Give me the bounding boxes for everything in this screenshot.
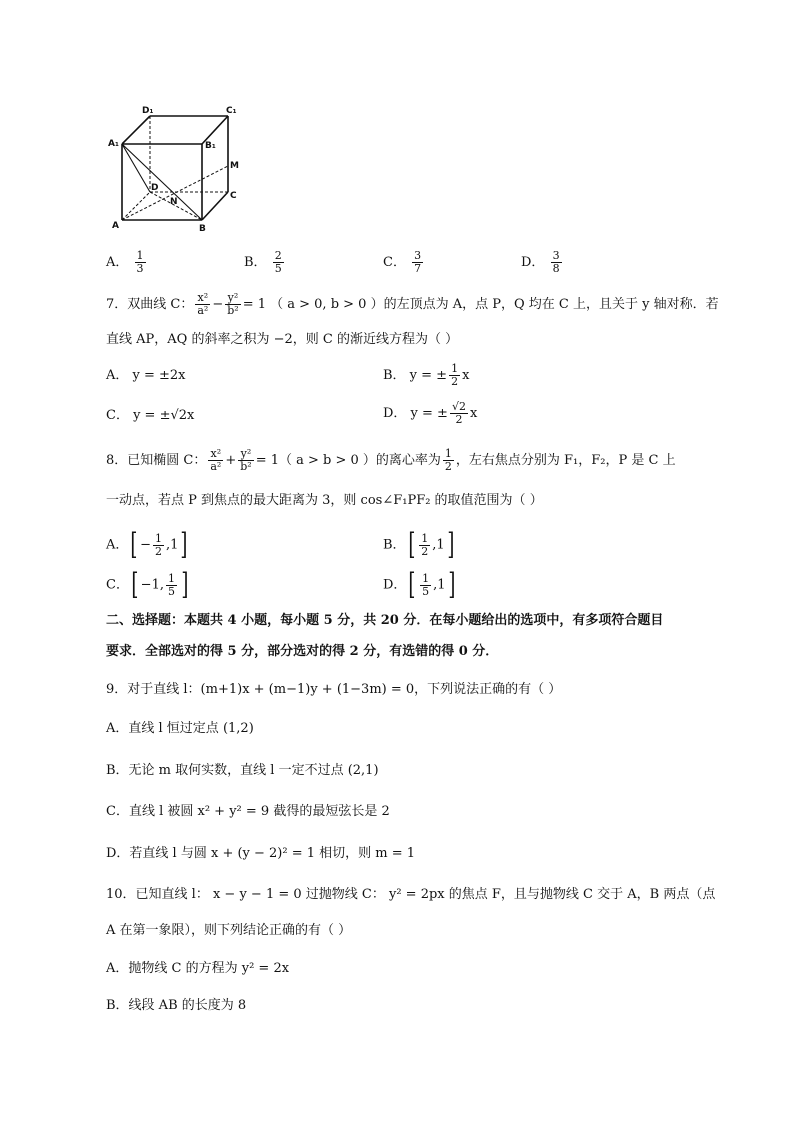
figure-label: D <box>151 183 159 193</box>
q8-option-a[interactable]: A．[ − $\frac{1}{2}$ ,1] <box>106 527 188 562</box>
q9-stem: 9．对于直线 l：(m+1)x + (m−1)y + (1−3m) = 0，下列说法正确的有（ ） <box>106 682 562 697</box>
q10-stem-line1: 10．已知直线 l： x − y − 1 = 0 过抛物线 C： y² = 2px 的焦点 F，且与抛物线 C 交于 A，B 两点（点 <box>106 887 716 902</box>
cube-figure <box>106 104 246 234</box>
q8-option-b[interactable]: B．[ $\frac{1}{2}$ ,1] <box>383 527 455 562</box>
figure-label: B <box>199 224 206 234</box>
fraction: $\frac{3}{8}$ <box>552 249 560 275</box>
figure-label: C <box>230 191 237 201</box>
figure-label: D₁ <box>142 106 154 116</box>
q7-stem-line2: 直线 AP，AQ 的斜率之积为 −2，则 C 的渐近线方程为（ ） <box>106 332 459 347</box>
section2-heading-line2: 要求．全部选对的得 5 分，部分选对的得 2 分，有选错的得 0 分． <box>106 644 499 659</box>
section2-heading-line1: 二、选择题：本题共 4 小题，每小题 5 分，共 20 分．在每小题给出的选项中，有多项符合题目 <box>106 613 664 628</box>
figure-label: A₁ <box>108 139 119 149</box>
figure-label: B₁ <box>205 141 216 151</box>
fraction: $\frac{2}{5}$ <box>274 249 282 275</box>
q8-stem-line1: 8．已知椭圆 C： $\frac{\text{x²}}{\text{a²}}$ + $\frac{\text{y²}}{\text{b²}}$ = 1（ a > b > 0 ）的离心率为 $\frac{1}{2}$ ，左右焦点分别为 F₁，F₂，P 是 C 上 <box>106 447 676 473</box>
q7-option-d[interactable]: D． y = ± $\frac{√2}{2}$ x <box>383 400 478 426</box>
figure-label: M <box>230 161 239 171</box>
q10-option-a[interactable]: A．抛物线 C 的方程为 y² = 2x <box>106 961 290 976</box>
q10-stem-line2: A 在第一象限），则下列结论正确的有（ ） <box>106 923 352 938</box>
figure-label: A <box>112 221 119 231</box>
q9-option-d[interactable]: D．若直线 l 与圆 x + (y − 2)² = 1 相切，则 m = 1 <box>106 846 416 861</box>
q8-option-c[interactable]: C．[ −1, $\frac{1}{5}$ ] <box>106 567 189 602</box>
figure-label: C₁ <box>226 106 237 116</box>
q9-option-c[interactable]: C．直线 l 被圆 x² + y² = 9 截得的最短弦长是 2 <box>106 804 390 819</box>
q7-option-b[interactable]: B． y = ± $\frac{1}{2}$ x <box>383 362 470 388</box>
q8-option-d[interactable]: D．[ $\frac{1}{5}$ ,1] <box>383 567 455 602</box>
q7-option-a[interactable]: A． y = ±2x <box>106 368 186 383</box>
q7-option-c[interactable]: C． y = ±√2x <box>106 408 195 423</box>
q6-option-a[interactable]: A． $\frac{1}{3}$ <box>106 249 144 275</box>
q6-option-c[interactable]: C． $\frac{3}{7}$ <box>383 249 422 275</box>
q6-option-d[interactable]: D． $\frac{3}{8}$ <box>521 249 560 275</box>
fraction: $\frac{1}{3}$ <box>136 249 144 275</box>
q8-stem-line2: 一动点，若点 P 到焦点的最大距离为 3，则 cos∠F₁PF₂ 的取值范围为（ ） <box>106 493 543 508</box>
figure-label: N <box>170 197 178 207</box>
q9-option-b[interactable]: B．无论 m 取何实数，直线 l 一定不过点 (2,1) <box>106 763 379 778</box>
q10-option-b[interactable]: B．线段 AB 的长度为 8 <box>106 998 247 1013</box>
q7-stem-line1: 7．双曲线 C： $\frac{\text{x²}}{\text{a²}}$ − $\frac{\text{y²}}{\text{b²}}$ = 1 （ a > 0, b > 0 ）的左顶点为 A，点 P，Q 均在 C 上，且关于 y 轴对称．若 <box>106 291 719 317</box>
fraction: $\frac{3}{7}$ <box>414 249 422 275</box>
q9-option-a[interactable]: A．直线 l 恒过定点 (1,2) <box>106 721 254 736</box>
q6-option-b[interactable]: B． $\frac{2}{5}$ <box>244 249 282 275</box>
